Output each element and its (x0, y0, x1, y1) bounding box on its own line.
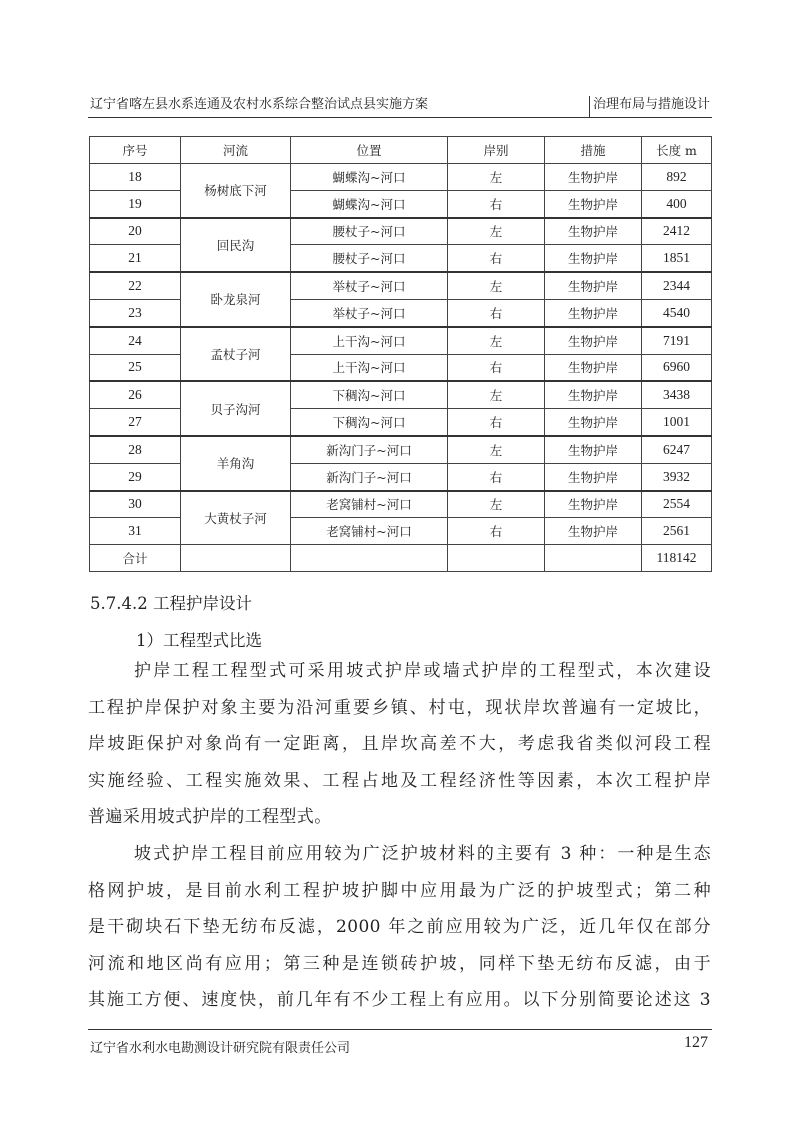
total-value: 118142 (642, 545, 712, 572)
paragraph-line: 实施经验、工程实施效果、工程占地及工程经济性等因素，本次工程护岸 (88, 770, 711, 791)
cell-location: 下稠沟~河口 (291, 381, 448, 408)
cell-bank: 左 (448, 164, 545, 191)
col-header-location: 位置 (291, 137, 448, 164)
cell-bank: 左 (448, 327, 545, 354)
cell-no: 26 (90, 381, 181, 408)
cell-measure: 生物护岸 (545, 218, 642, 245)
col-header-length: 长度 m (642, 137, 712, 164)
cell-no: 31 (90, 518, 181, 545)
cell-measure: 生物护岸 (545, 409, 642, 436)
paragraph-line: 格网护坡，是目前水利工程护坡护脚中应用最为广泛的护坡型式；第二种 (88, 880, 711, 901)
empty-cell (291, 545, 448, 572)
cell-measure: 生物护岸 (545, 381, 642, 408)
footer-organization: 辽宁省水利水电勘测设计研究院有限责任公司 (90, 1041, 351, 1056)
cell-no: 30 (90, 491, 181, 518)
cell-length: 6960 (642, 354, 712, 381)
cell-location: 腰杖子~河口 (291, 218, 448, 245)
cell-location: 蝴蝶沟~河口 (291, 190, 448, 217)
cell-river: 杨树底下河 (181, 164, 291, 218)
paragraph-line: 护岸工程工程型式可采用坡式护岸或墙式护岸的工程型式，本次建设 (134, 661, 711, 681)
cell-length: 1001 (642, 409, 712, 436)
paragraph-line: 是干砌块石下垫无纺布反滤，2000 年之前应用较为广泛，近几年仅在部分 (88, 917, 711, 937)
cell-bank: 左 (448, 272, 545, 299)
cell-river: 卧龙泉河 (181, 272, 291, 327)
header-doc-title: 辽宁省喀左县水系连通及农村水系综合整治试点县实施方案 (90, 97, 429, 112)
cell-bank: 左 (448, 381, 545, 408)
cell-bank: 左 (448, 491, 545, 518)
cell-location: 新沟门子~河口 (291, 463, 448, 490)
cell-length: 2561 (642, 518, 712, 545)
paragraph-line: 河流和地区尚有应用；第三种是连锁砖护坡，同样下垫无纺布反滤，由于 (88, 953, 711, 974)
paragraph-line: 岸坡距保护对象尚有一定距离，且岸坎高差不大，考虑我省类似河段工程 (88, 734, 711, 754)
col-header-no: 序号 (90, 137, 181, 164)
cell-bank: 左 (448, 436, 545, 463)
subsection-title: 1）工程型式比选 (136, 631, 262, 650)
table-row (90, 327, 712, 354)
col-header-bank: 岸别 (448, 137, 545, 164)
cell-bank: 右 (448, 299, 545, 326)
cell-measure: 生物护岸 (545, 354, 642, 381)
cell-length: 3932 (642, 463, 712, 490)
page-number: 127 (684, 1034, 708, 1051)
cell-bank: 右 (448, 518, 545, 545)
cell-location: 上干沟~河口 (291, 354, 448, 381)
cell-measure: 生物护岸 (545, 272, 642, 299)
paragraph-line: 坡式护岸工程目前应用较为广泛护坡材料的主要有 3 种：一种是生态 (134, 844, 711, 864)
table-row (90, 272, 712, 299)
empty-cell (181, 545, 291, 572)
table-row (90, 218, 712, 245)
cell-length: 400 (642, 190, 712, 217)
cell-no: 23 (90, 299, 181, 326)
cell-location: 老窝铺村~河口 (291, 491, 448, 518)
cell-location: 腰杖子~河口 (291, 245, 448, 272)
cell-no: 19 (90, 190, 181, 217)
cell-location: 老窝铺村~河口 (291, 518, 448, 545)
section-title: 5.7.4.2 工程护岸设计 (90, 594, 252, 613)
cell-no: 21 (90, 245, 181, 272)
page-footer (88, 1029, 712, 1058)
cell-measure: 生物护岸 (545, 518, 642, 545)
revetment-table (89, 136, 712, 572)
cell-bank: 右 (448, 190, 545, 217)
cell-length: 4540 (642, 299, 712, 326)
col-header-measure: 措施 (545, 137, 642, 164)
cell-river: 大黄杖子河 (181, 491, 291, 545)
cell-bank: 右 (448, 245, 545, 272)
cell-measure: 生物护岸 (545, 164, 642, 191)
cell-measure: 生物护岸 (545, 190, 642, 217)
cell-no: 28 (90, 436, 181, 463)
cell-measure: 生物护岸 (545, 491, 642, 518)
cell-measure: 生物护岸 (545, 463, 642, 490)
cell-river: 孟杖子河 (181, 327, 291, 382)
cell-bank: 右 (448, 354, 545, 381)
total-label: 合计 (90, 545, 181, 572)
cell-location: 举杖子~河口 (291, 299, 448, 326)
header-chapter-title: 治理布局与措施设计 (592, 97, 710, 112)
cell-measure: 生物护岸 (545, 299, 642, 326)
cell-location: 蝴蝶沟~河口 (291, 164, 448, 191)
cell-no: 24 (90, 327, 181, 354)
paragraph-line: 其施工方便、速度快，前几年有不少工程上有应用。以下分别简要论述这 3 (88, 990, 711, 1010)
table-header-row (90, 137, 712, 164)
cell-bank: 右 (448, 463, 545, 490)
cell-length: 6247 (642, 436, 712, 463)
cell-no: 29 (90, 463, 181, 490)
table-row (90, 381, 712, 408)
empty-cell (448, 545, 545, 572)
cell-no: 18 (90, 164, 181, 191)
paragraph-2 (88, 836, 711, 1019)
cell-location: 下稠沟~河口 (291, 409, 448, 436)
table-row (90, 436, 712, 463)
cell-length: 2412 (642, 218, 712, 245)
paragraph-line: 普遍采用坡式护岸的工程型式。 (88, 807, 332, 827)
header-divider (589, 96, 590, 117)
cell-measure: 生物护岸 (545, 245, 642, 272)
cell-location: 新沟门子~河口 (291, 436, 448, 463)
cell-measure: 生物护岸 (545, 436, 642, 463)
table-total-row (90, 545, 712, 572)
cell-length: 2344 (642, 272, 712, 299)
cell-bank: 左 (448, 218, 545, 245)
cell-length: 2554 (642, 491, 712, 518)
paragraph-line: 工程护岸保护对象主要为沿河重要乡镇、村屯，现状岸坎普遍有一定坡比， (88, 697, 711, 718)
table-row (90, 491, 712, 518)
cell-no: 25 (90, 354, 181, 381)
page-header (88, 93, 712, 118)
cell-length: 7191 (642, 327, 712, 354)
cell-bank: 右 (448, 409, 545, 436)
paragraph-1 (88, 653, 711, 836)
empty-cell (545, 545, 642, 572)
cell-no: 22 (90, 272, 181, 299)
cell-river: 羊角沟 (181, 436, 291, 491)
cell-measure: 生物护岸 (545, 327, 642, 354)
cell-no: 27 (90, 409, 181, 436)
cell-river: 回民沟 (181, 218, 291, 273)
cell-location: 举杖子~河口 (291, 272, 448, 299)
cell-no: 20 (90, 218, 181, 245)
cell-length: 3438 (642, 381, 712, 408)
cell-length: 1851 (642, 245, 712, 272)
cell-river: 贝子沟河 (181, 381, 291, 436)
cell-length: 892 (642, 164, 712, 191)
table-row (90, 164, 712, 191)
col-header-river: 河流 (181, 137, 291, 164)
cell-location: 上干沟~河口 (291, 327, 448, 354)
